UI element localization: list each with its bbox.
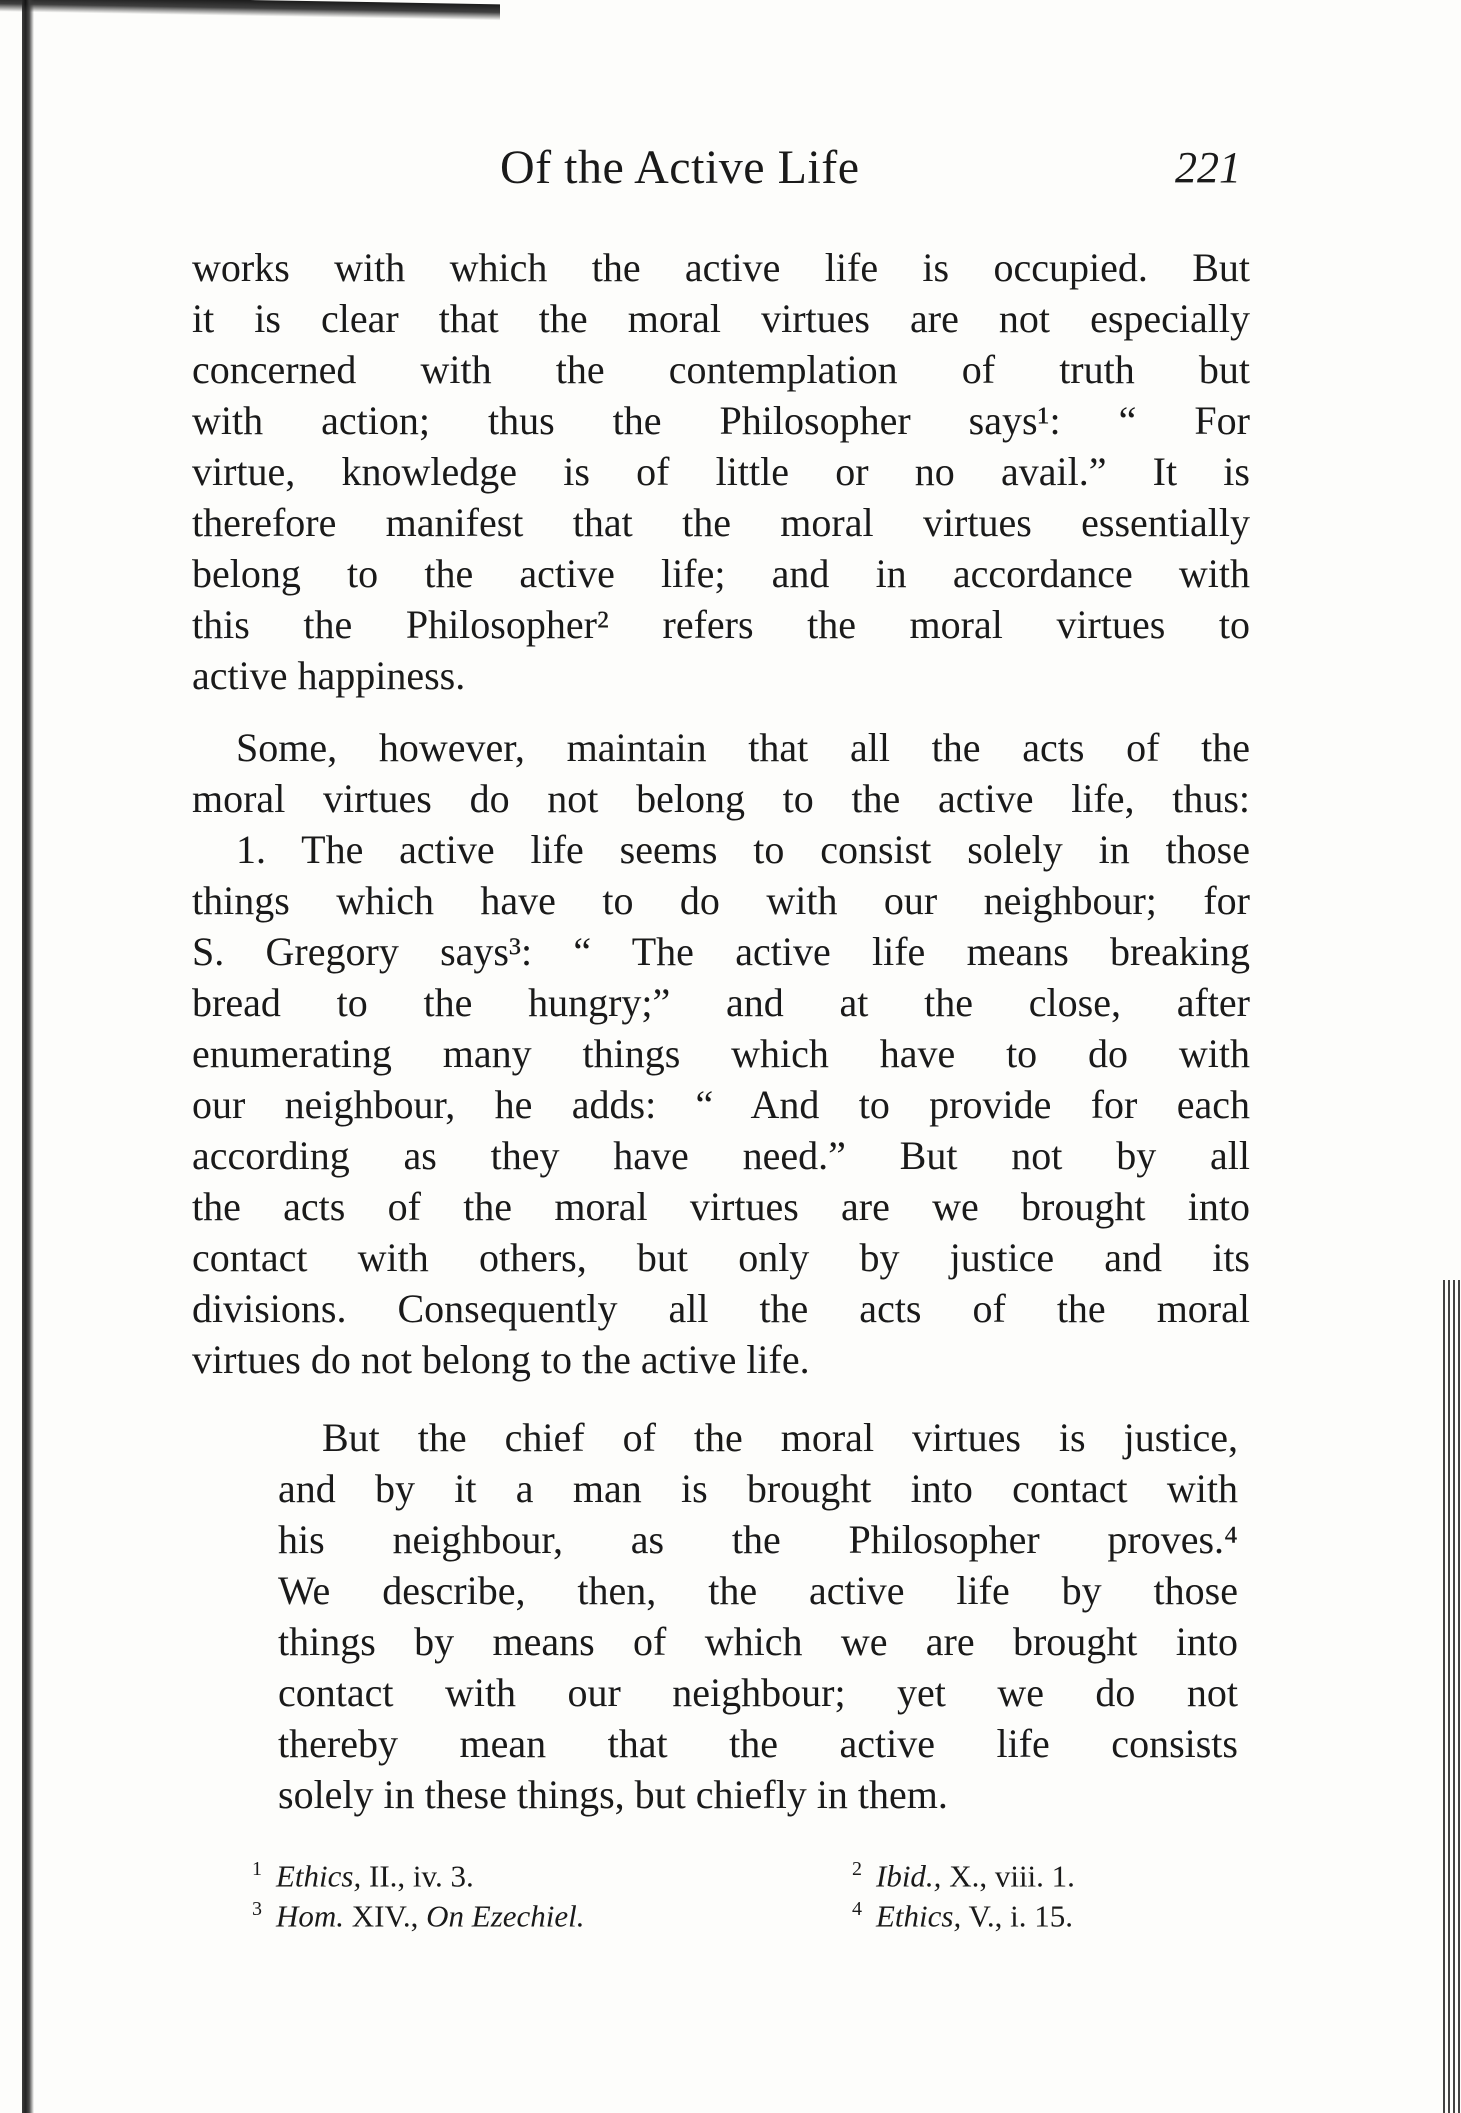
text-line: virtues do not belong to the active life.	[192, 1337, 810, 1382]
text-line: virtue, knowledge is of little or no avail.” It is	[192, 449, 1250, 494]
text-line: belong to the active life; and in accordance with	[192, 551, 1250, 596]
text-line: and by it a man is brought into contact with	[278, 1466, 1238, 1511]
text-line: concerned with the contemplation of truth but	[192, 347, 1250, 392]
text-line: 1. The active life seems to consist solely in those	[236, 827, 1250, 872]
scan-binding-shadow-top	[0, 0, 500, 20]
text-line: things by means of which we are brought into	[278, 1619, 1238, 1664]
text-line: the acts of the moral virtues are we brought into	[192, 1184, 1250, 1229]
text-line: it is clear that the moral virtues are not especially	[192, 296, 1250, 341]
text-line: But the chief of the moral virtues is justice,	[322, 1415, 1238, 1460]
text-line: our neighbour, he adds: “ And to provide for each	[192, 1082, 1250, 1127]
text-line: solely in these things, but chiefly in them.	[278, 1772, 948, 1817]
text-line: things which have to do with our neighbour; for	[192, 878, 1250, 923]
text-line: We describe, then, the active life by those	[278, 1568, 1238, 1613]
text-line: moral virtues do not belong to the active life, thus:	[192, 776, 1250, 821]
text-line: divisions. Consequently all the acts of the moral	[192, 1286, 1250, 1331]
scan-binding-shadow	[22, 0, 34, 2113]
page-number: 221	[1175, 143, 1241, 192]
footnote-1: $^1$ Ethics, II., iv. 3.	[252, 1858, 474, 1894]
text-line: contact with others, but only by justice and its	[192, 1235, 1250, 1280]
paragraph-3	[278, 1412, 1238, 1820]
paragraph-2	[192, 722, 1250, 1385]
text-line: bread to the hungry;” and at the close, after	[192, 980, 1250, 1025]
paragraph-1	[192, 242, 1250, 701]
scan-page-edge	[1443, 1280, 1461, 2113]
text-line: enumerating many things which have to do with	[192, 1031, 1250, 1076]
text-line: with action; thus the Philosopher says¹: “ For	[192, 398, 1250, 443]
text-line: his neighbour, as the Philosopher proves.⁴	[278, 1517, 1238, 1562]
text-line: therefore manifest that the moral virtues essentially	[192, 500, 1250, 545]
footnote-4: $^4$ Ethics, V., i. 15.	[852, 1898, 1073, 1934]
text-line: works with which the active life is occupied. But	[192, 245, 1250, 290]
text-line: thereby mean that the active life consists	[278, 1721, 1238, 1766]
running-title: Of the Active Life	[500, 141, 860, 194]
footnote-3: $^3$ Hom. XIV., On Ezechiel.	[252, 1898, 585, 1934]
text-line: active happiness.	[192, 653, 466, 698]
text-line: S. Gregory says³: “ The active life means breaking	[192, 929, 1250, 974]
footnote-2: $^2$ Ibid., X., viii. 1.	[852, 1858, 1075, 1894]
text-line: according as they have need.” But not by all	[192, 1133, 1250, 1178]
text-line: contact with our neighbour; yet we do not	[278, 1670, 1238, 1715]
text-line: Some, however, maintain that all the acts of the	[236, 725, 1250, 770]
text-line: this the Philosopher² refers the moral virtues to	[192, 602, 1250, 647]
